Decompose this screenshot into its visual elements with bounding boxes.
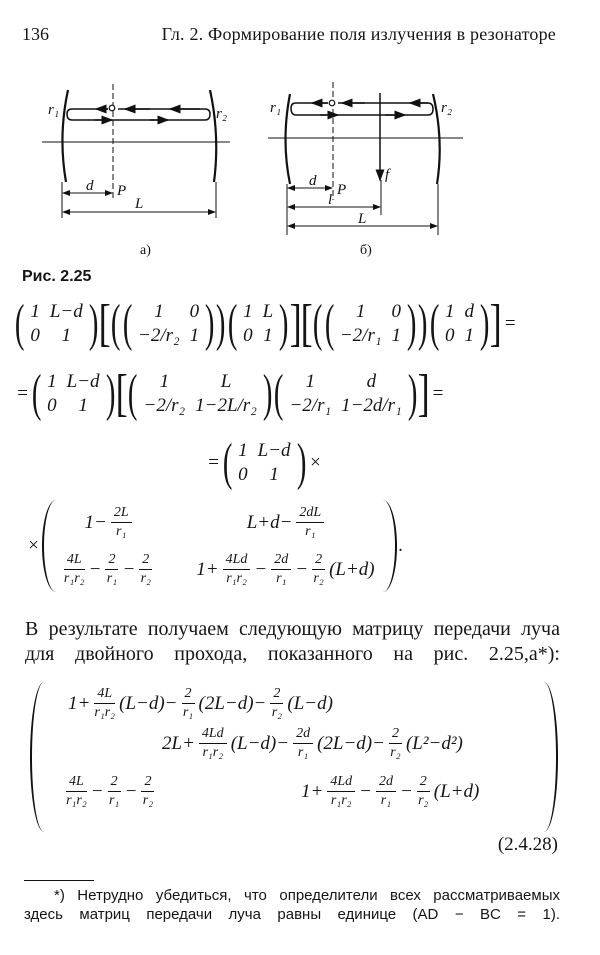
matrix-2x2 bbox=[14, 295, 99, 352]
matrix-2x2 bbox=[324, 295, 418, 352]
label-r2: r₂ bbox=[216, 106, 228, 122]
diagram-b-label: б) bbox=[360, 243, 372, 258]
label-r2: r₂ bbox=[441, 100, 453, 116]
numerator: 4L bbox=[94, 686, 115, 704]
bracket: [ bbox=[115, 365, 128, 422]
math-text: − bbox=[88, 558, 102, 580]
label-d: d bbox=[86, 178, 94, 194]
fraction bbox=[111, 505, 132, 540]
numerator: 2d bbox=[293, 726, 313, 744]
denominator: r₁ bbox=[108, 793, 120, 808]
numerator: 4L bbox=[66, 774, 87, 792]
denominator: r₂ bbox=[418, 793, 429, 808]
left-paren: ( bbox=[122, 295, 133, 352]
bracket: [ bbox=[98, 295, 111, 352]
matrix-entry: 1 bbox=[238, 440, 248, 461]
bracket: ) bbox=[418, 295, 428, 352]
left-paren: ( bbox=[324, 295, 334, 352]
denominator: r₁ bbox=[380, 793, 392, 808]
label-P: P bbox=[337, 182, 347, 198]
right-paren: ) bbox=[479, 295, 490, 352]
numerator: 2 bbox=[389, 726, 402, 744]
mirror-r2 bbox=[433, 94, 440, 184]
fraction bbox=[296, 505, 324, 540]
matrix-entry: 0 bbox=[444, 325, 455, 346]
math-text: − bbox=[359, 780, 372, 802]
label-d: d bbox=[309, 173, 317, 189]
matrix-entry: 1−2d/r₁ bbox=[341, 395, 402, 416]
matrix-entry: 1 bbox=[444, 301, 455, 322]
denominator: r₁ bbox=[116, 524, 127, 539]
label-f: f bbox=[385, 167, 390, 183]
bracket: ] bbox=[489, 295, 502, 352]
numerator: 2dL bbox=[296, 505, 324, 523]
fraction bbox=[105, 552, 118, 587]
math-text: − bbox=[124, 780, 138, 802]
label-L: L bbox=[358, 211, 367, 227]
left-paren bbox=[42, 500, 56, 592]
matrix-entry: L−d bbox=[66, 371, 100, 392]
figure-2-25 bbox=[0, 60, 600, 260]
equation-line-1 bbox=[14, 295, 518, 352]
left-paren: ( bbox=[31, 365, 42, 422]
fraction bbox=[293, 726, 313, 761]
equation-line-2 bbox=[14, 365, 446, 422]
bracket: ] bbox=[289, 295, 302, 352]
math-text: 2L+ bbox=[162, 732, 195, 754]
right-paren: ) bbox=[205, 295, 215, 352]
matrix-entry: 1 bbox=[464, 325, 474, 346]
right-paren: ) bbox=[279, 295, 289, 352]
page-number: 136 bbox=[22, 24, 49, 44]
matrix-entry: 1 bbox=[159, 371, 170, 392]
fraction bbox=[270, 686, 283, 721]
matrix-2x2 bbox=[429, 295, 491, 352]
numerator: 2d bbox=[376, 774, 396, 792]
fraction bbox=[94, 686, 115, 721]
math-text: L+d− bbox=[246, 511, 293, 533]
footnote bbox=[24, 886, 560, 924]
math-text: − bbox=[122, 558, 136, 580]
left-paren bbox=[30, 682, 44, 832]
matrix-entry: 1 bbox=[269, 464, 279, 485]
fraction bbox=[199, 726, 227, 761]
bracket: ( bbox=[111, 295, 121, 352]
math-text: 1− bbox=[84, 511, 107, 533]
denominator: r₁ bbox=[276, 571, 287, 586]
footnote-line: *) Нетрудно убедиться, что определители всех рассматриваемых bbox=[54, 887, 560, 904]
denominator: r₁ bbox=[106, 571, 118, 586]
left-paren: ( bbox=[429, 295, 440, 352]
math-text: × bbox=[308, 452, 322, 473]
matrix-entry: −2/r₁ bbox=[339, 325, 382, 346]
left-paren: ( bbox=[128, 365, 138, 422]
matrix-2x2 bbox=[127, 365, 273, 422]
fraction bbox=[141, 774, 154, 809]
equation-line-3 bbox=[205, 434, 324, 491]
label-l: l bbox=[328, 192, 333, 208]
left-paren: ( bbox=[274, 365, 284, 422]
math-text: = bbox=[431, 383, 445, 404]
fraction bbox=[271, 552, 291, 587]
denominator: r₁r₂ bbox=[226, 571, 247, 586]
numerator: 2L bbox=[111, 505, 132, 523]
matrix-entry: 1 bbox=[189, 325, 200, 346]
numerator: 2 bbox=[105, 552, 118, 570]
mirror-r1 bbox=[286, 94, 291, 184]
numerator: 2 bbox=[182, 686, 195, 704]
math-text: − bbox=[90, 780, 104, 802]
math-text: (L−d)− bbox=[119, 692, 178, 714]
matrix-2x2 bbox=[31, 365, 116, 422]
math-text: 1+ bbox=[196, 558, 219, 580]
equation-line-4 bbox=[25, 500, 405, 592]
label-r1: r₁ bbox=[270, 100, 282, 116]
matrix-entry: 0 bbox=[391, 301, 401, 322]
fraction bbox=[182, 686, 195, 721]
numerator: 2 bbox=[417, 774, 430, 792]
denominator: r₁ bbox=[297, 745, 309, 760]
fraction bbox=[327, 774, 355, 809]
left-paren: ( bbox=[14, 295, 25, 352]
denominator: r₁r₂ bbox=[330, 793, 352, 808]
times-sign: × bbox=[27, 535, 40, 556]
math-text: = bbox=[503, 313, 517, 334]
numerator: 2 bbox=[108, 774, 121, 792]
math-text: (L−d)− bbox=[230, 732, 290, 754]
mirror-r2 bbox=[210, 90, 216, 182]
right-paren bbox=[544, 682, 558, 832]
body-paragraph bbox=[25, 617, 560, 667]
matrix-entry: 0 bbox=[243, 325, 253, 346]
matrix-entry: 1 bbox=[154, 301, 164, 322]
label-r1: r₁ bbox=[48, 102, 60, 118]
matrix-2x2 bbox=[273, 365, 418, 422]
denominator: r₂ bbox=[313, 571, 324, 586]
numerator: 4L bbox=[64, 552, 85, 570]
numerator: 2 bbox=[139, 552, 152, 570]
matrix-element bbox=[62, 505, 154, 540]
period: . bbox=[398, 535, 404, 556]
mirror-r1 bbox=[62, 90, 68, 182]
matrix-element-A bbox=[66, 686, 335, 721]
math-text: 1+ bbox=[68, 692, 91, 714]
label-L: L bbox=[135, 196, 144, 212]
paragraph-line: В результате получаем следующую матрицу передачи луча bbox=[25, 618, 560, 640]
numerator: 2 bbox=[270, 686, 283, 704]
right-paren: ) bbox=[407, 365, 418, 422]
matrix-entry: L−d bbox=[257, 440, 291, 461]
denominator: r₁r₂ bbox=[66, 793, 87, 808]
footnote-rule bbox=[24, 880, 94, 881]
denominator: r₁r₂ bbox=[94, 705, 116, 720]
math-text: − bbox=[254, 558, 268, 580]
label-P: P bbox=[117, 183, 127, 199]
denominator: r₂ bbox=[390, 745, 401, 760]
left-paren: ( bbox=[227, 295, 238, 352]
bracket: [ bbox=[300, 295, 313, 352]
denominator: r₂ bbox=[271, 705, 283, 720]
matrix-2x2 bbox=[222, 434, 307, 491]
bracket: ( bbox=[313, 295, 323, 352]
math-text: (2L−d)− bbox=[198, 692, 267, 714]
denominator: r₁ bbox=[305, 524, 316, 539]
matrix-entry: 1 bbox=[47, 371, 57, 392]
matrix-entry: 1 bbox=[61, 325, 72, 346]
numerator: 4Ld bbox=[327, 774, 355, 792]
fraction bbox=[66, 774, 87, 809]
fraction bbox=[64, 552, 85, 587]
math-text: (L+d) bbox=[329, 558, 375, 580]
left-paren: ( bbox=[222, 434, 233, 491]
numerator: 2 bbox=[141, 774, 154, 792]
fraction bbox=[139, 552, 152, 587]
right-paren: ) bbox=[262, 365, 273, 422]
matrix-entry: −2/r₁ bbox=[289, 395, 332, 416]
math-text: (2L−d)− bbox=[317, 732, 385, 754]
fraction bbox=[417, 774, 430, 809]
matrix-entry: −2/r₂ bbox=[143, 395, 186, 416]
equation-number: (2.4.28) bbox=[497, 834, 558, 855]
numerator: 4Ld bbox=[223, 552, 251, 570]
matrix-entry: 1 bbox=[305, 371, 316, 392]
matrix-entry: 0 bbox=[47, 395, 57, 416]
fraction bbox=[312, 552, 325, 587]
denominator: r₁r₂ bbox=[63, 571, 85, 586]
matrix-entry: 1 bbox=[78, 395, 88, 416]
equation-2-4-28-matrix bbox=[30, 682, 558, 832]
numerator: 4Ld bbox=[199, 726, 227, 744]
footnote-line: здесь матриц передачи луча равны единице (AD − BC = 1). bbox=[24, 906, 560, 923]
bracket: ) bbox=[216, 295, 226, 352]
running-head: Гл. 2. Формирование поля излучения в резонаторе bbox=[161, 24, 556, 44]
figure-caption: Рис. 2.25 bbox=[22, 268, 92, 285]
matrix-entry: 0 bbox=[189, 301, 200, 322]
matrix-entry: d bbox=[366, 371, 377, 392]
matrix-element bbox=[194, 552, 376, 587]
fraction bbox=[376, 774, 396, 809]
matrix-entry: L bbox=[262, 301, 274, 322]
matrix-entry: L bbox=[220, 371, 232, 392]
bracket: ] bbox=[417, 365, 430, 422]
diagram-a-label: а) bbox=[140, 243, 151, 258]
math-text: − bbox=[295, 558, 309, 580]
right-paren: ) bbox=[296, 434, 306, 491]
matrix-entry: d bbox=[464, 301, 474, 322]
matrix-2x2 bbox=[122, 295, 216, 352]
right-paren: ) bbox=[88, 295, 99, 352]
math-text: (L−d) bbox=[287, 692, 333, 714]
numerator: 2 bbox=[312, 552, 325, 570]
matrix-element-B bbox=[160, 726, 465, 761]
matrix-element bbox=[194, 505, 376, 540]
math-text: 1+ bbox=[301, 780, 324, 802]
numerator: 2d bbox=[271, 552, 291, 570]
fraction bbox=[108, 774, 121, 809]
matrix-element-D bbox=[299, 774, 481, 809]
math-text: (L+d) bbox=[433, 780, 480, 802]
fraction bbox=[389, 726, 402, 761]
matrix-entry: 1 bbox=[391, 325, 401, 346]
matrix-element-C bbox=[64, 774, 156, 809]
matrix-entry: 1 bbox=[30, 301, 40, 322]
paragraph-line: для двойного прохода, показанного на рис. 2.25,а*): bbox=[25, 643, 560, 665]
right-paren: ) bbox=[105, 365, 115, 422]
matrix-element bbox=[62, 552, 154, 587]
math-text: − bbox=[399, 780, 413, 802]
denominator: r₁ bbox=[182, 705, 194, 720]
denominator: r₂ bbox=[142, 793, 154, 808]
math-text: = bbox=[16, 383, 29, 404]
matrix-entry: 1 bbox=[263, 325, 273, 346]
matrix-entry: L−d bbox=[49, 301, 83, 322]
fraction bbox=[223, 552, 251, 587]
right-paren: ) bbox=[406, 295, 417, 352]
matrix-entry: −2/r₂ bbox=[138, 325, 180, 346]
math-text: = bbox=[207, 452, 220, 473]
product-matrix bbox=[42, 500, 397, 592]
matrix-entry: 0 bbox=[30, 325, 40, 346]
matrix-entry: 1−2L/r₂ bbox=[195, 395, 257, 416]
matrix-entry: 1 bbox=[243, 301, 253, 322]
math-text: (L²−d²) bbox=[405, 732, 463, 754]
denominator: r₂ bbox=[140, 571, 151, 586]
matrix-entry: 0 bbox=[238, 464, 248, 485]
matrix-entry: 1 bbox=[355, 301, 366, 322]
matrix-2x2 bbox=[227, 295, 290, 352]
right-paren bbox=[383, 500, 397, 592]
denominator: r₁r₂ bbox=[202, 745, 224, 760]
